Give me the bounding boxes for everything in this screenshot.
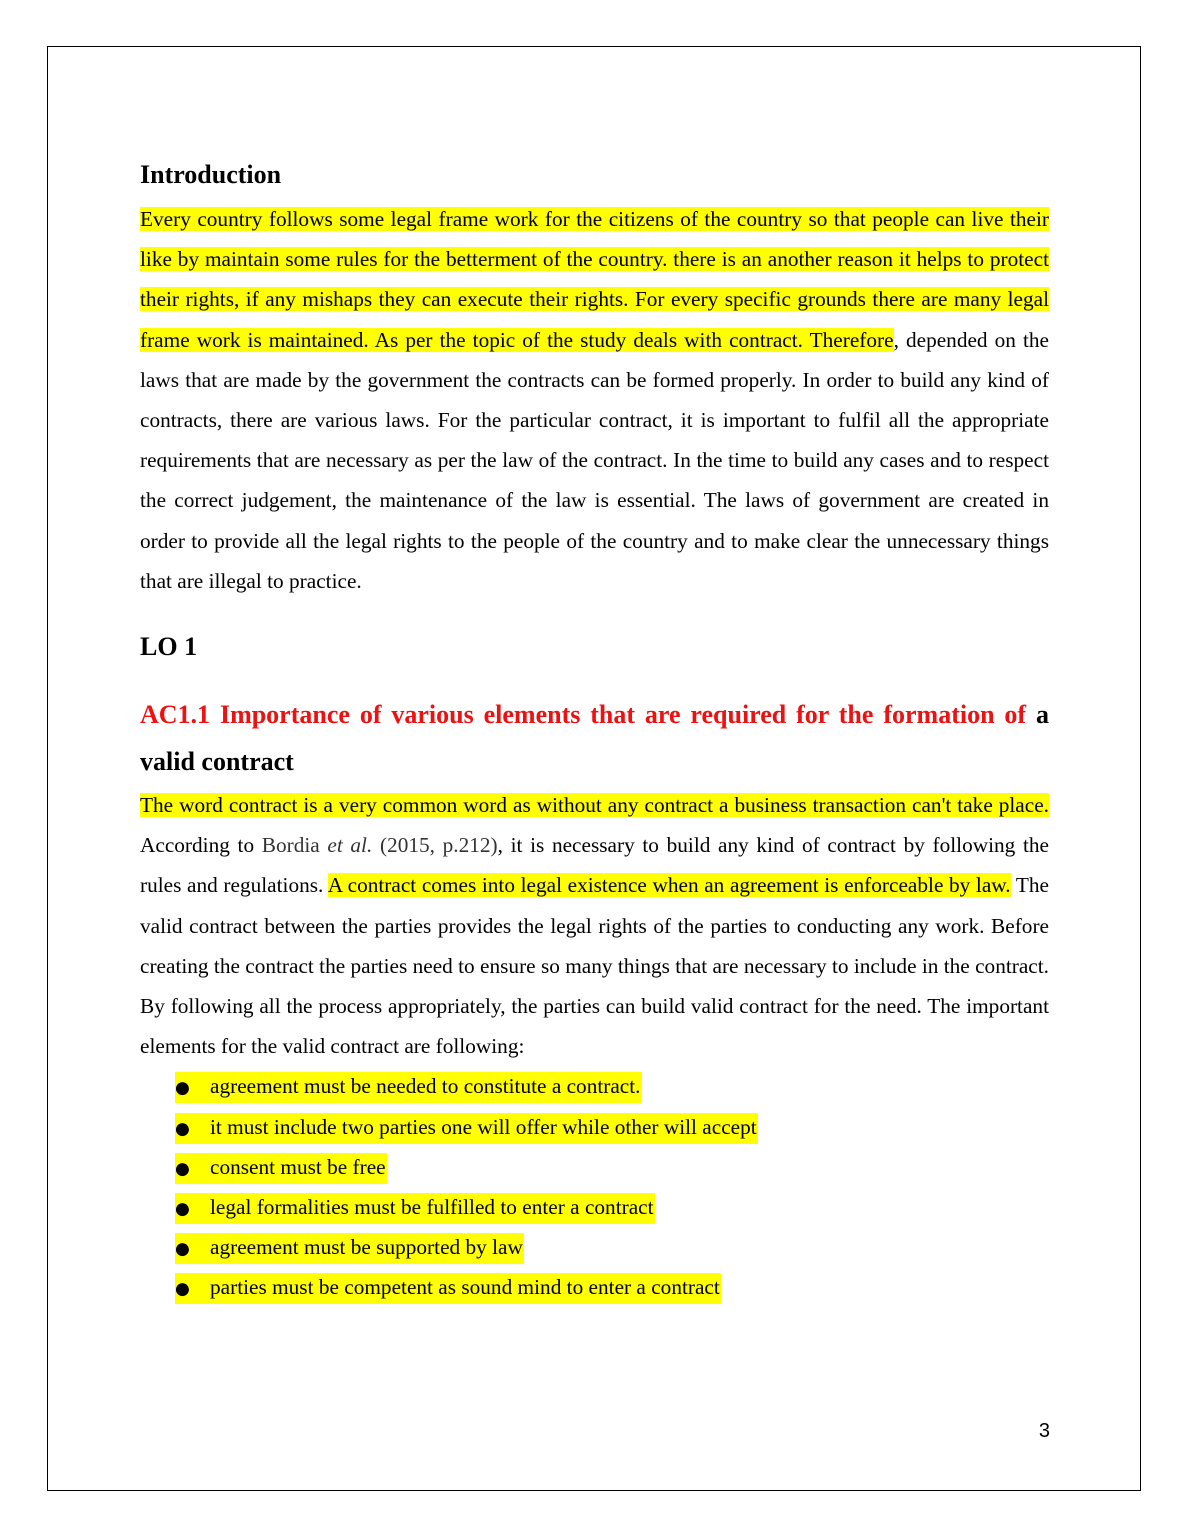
introduction-paragraph bbox=[140, 199, 1049, 601]
ac11-heading-red: AC1.1 Importance of various elements that are required for the formation of bbox=[140, 700, 1027, 730]
list-item-text: agreement must be needed to constitute a contract. bbox=[210, 1074, 641, 1099]
citation-author: Bordia bbox=[261, 833, 328, 858]
ac11-paragraph bbox=[140, 785, 1049, 1066]
list-item bbox=[175, 1187, 1049, 1227]
ac11-text-2: , it is necessary to build any kind of contract by following the rules and regulations. bbox=[140, 833, 1050, 898]
citation-etal: et al. bbox=[327, 833, 373, 858]
bullet-icon: ● bbox=[175, 1118, 190, 1139]
lo1-heading: LO 1 bbox=[140, 632, 198, 662]
bullet-icon: ● bbox=[175, 1158, 190, 1179]
list-item bbox=[175, 1147, 1049, 1187]
list-item bbox=[175, 1066, 1049, 1106]
ac11-heading-black: a valid contract bbox=[140, 700, 1049, 777]
citation-year: (2015, p.212) bbox=[372, 833, 498, 858]
intro-highlighted-text: Every country follows some legal frame work for the citizens of the country so that people can live their like by maintain some rules for the betterment of the country. there is an another reason it helps to protect their rights, if any mishaps they can execute their rights. For every specific grounds there are many legal frame work is maintained. As per the topic of the study deals with contract. Therefore bbox=[140, 207, 1049, 352]
bullet-icon: ● bbox=[175, 1199, 190, 1220]
contract-elements-list bbox=[140, 1066, 1049, 1307]
list-item-text: consent must be free bbox=[210, 1154, 386, 1179]
list-item-text: parties must be competent as sound mind to enter a contract bbox=[210, 1275, 720, 1300]
page-content bbox=[140, 155, 1049, 1308]
ac11-highlight-1: The word contract is a very common word as without any contract a business transaction can't take place. bbox=[140, 793, 1049, 818]
bullet-icon: ● bbox=[175, 1078, 190, 1099]
list-item-text: legal formalities must be fulfilled to enter a contract bbox=[210, 1195, 654, 1220]
list-item-text: agreement must be supported by law bbox=[210, 1235, 523, 1260]
ac11-heading bbox=[140, 691, 1049, 785]
list-item bbox=[175, 1267, 1049, 1307]
ac11-text-1: According to bbox=[140, 833, 262, 858]
list-item bbox=[175, 1107, 1049, 1147]
introduction-heading: Introduction bbox=[140, 160, 282, 189]
bullet-icon: ● bbox=[175, 1239, 190, 1260]
list-item-text: it must include two parties one will offer while other will accept bbox=[210, 1114, 757, 1139]
bullet-icon: ● bbox=[175, 1279, 190, 1300]
ac11-text-3: The valid contract between the parties provides the legal rights of the parties to conducting any work. Before creating the contract the parties need to ensure so many things that are necessary to include in the contract. By following all the process appropriately, the parties can build valid contract for the need. The important elements for the valid contract are following: bbox=[140, 873, 1049, 1059]
list-item bbox=[175, 1227, 1049, 1267]
ac11-highlight-2: A contract comes into legal existence when an agreement is enforceable by law. bbox=[327, 873, 1011, 898]
page-number: 3 bbox=[1038, 1420, 1050, 1442]
intro-body-text: , depended on the laws that are made by the government the contracts can be formed properly. In order to build any kind of contracts, there are various laws. For the particular contract, it is important to fulfil all the appropriate requirements that are necessary as per the law of the contract. In the time to build any cases and to respect the correct judgement, the maintenance of the law is essential. The laws of government are created in order to provide all the legal rights to the people of the country and to make clear the unnecessary things that are illegal to practice. bbox=[140, 327, 1049, 593]
